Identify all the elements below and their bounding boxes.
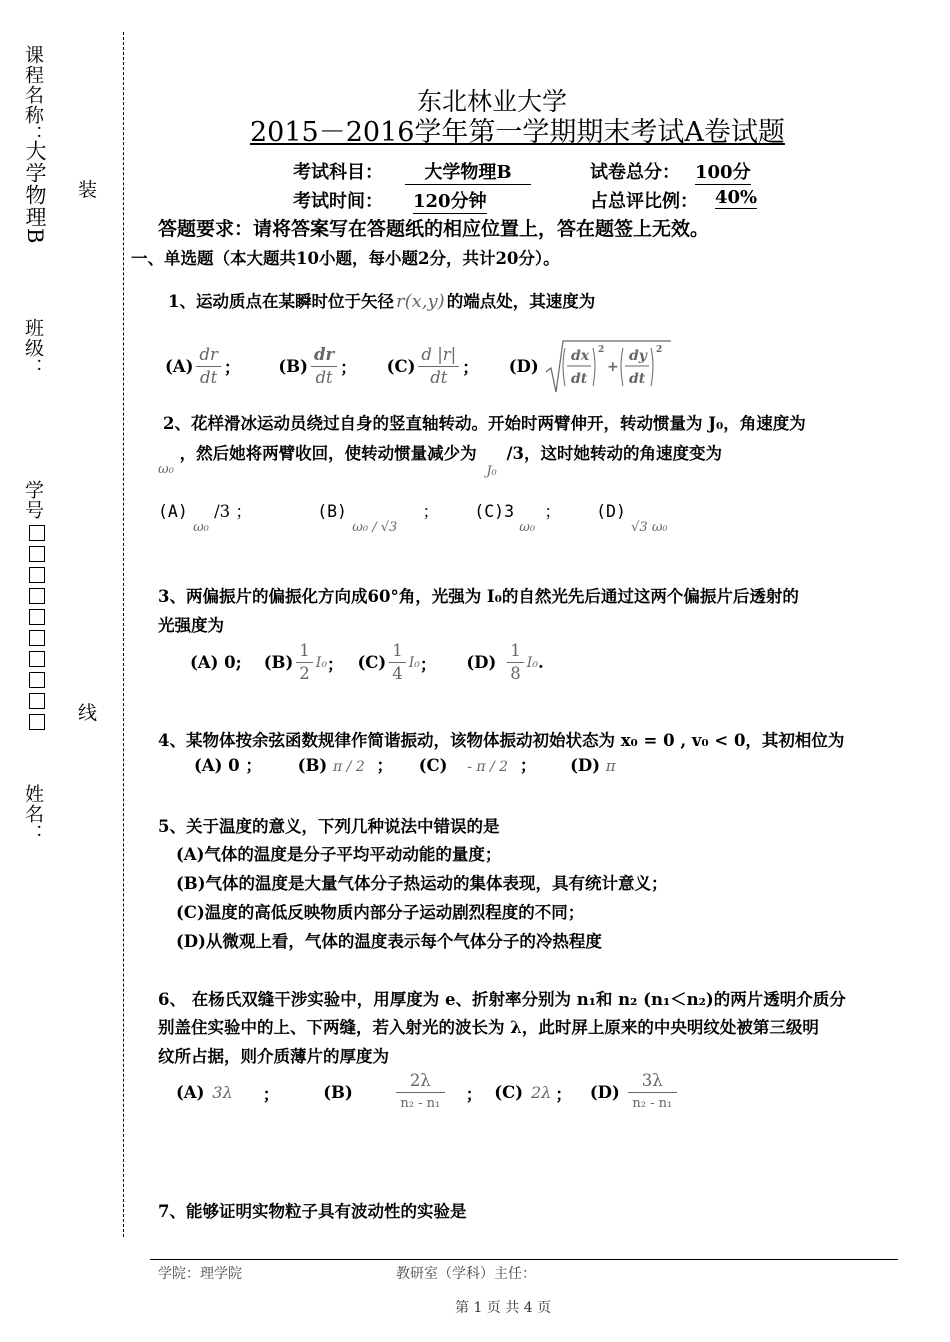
question-6-options: (A) 3λ ； (B) $\frac{2\lambda}{\text{n₂ - n₁}}$ ； (C) 2λ ； (D) $\frac{3\lambda}{\text{n₂ - n₁}}$: [176, 1070, 680, 1115]
option-a-label: (A): [165, 356, 194, 376]
option-d-label: (D): [508, 356, 539, 376]
binding-line: [123, 32, 124, 1237]
question-4-options: (A) 0 ； (B) π / 2 ； (C) - π / 2 ； (D) π: [194, 756, 616, 775]
footer-director: 教研室（学科）主任：: [396, 1266, 536, 1282]
svg-text:dx: dx: [570, 348, 589, 364]
option-b-label: (B): [278, 356, 308, 376]
time-label: 考试时间：: [293, 191, 383, 212]
question-4-stem: 4、某物体按余弦函数规律作简谐振动，该物体振动初始状态为 x₀ = 0 , v₀ < 0，其初相位为: [158, 731, 845, 750]
question-6-line-3: 纹所占据，则介质薄片的厚度为: [158, 1047, 389, 1066]
question-5-stem: 5、关于温度的意义，下列几种说法中错误的是: [158, 817, 500, 836]
name-label: 姓名：: [22, 784, 44, 844]
course-label: 课程名称：: [22, 45, 44, 145]
question-1-options: (A) $\frac{dr}{dt}$ ； (B) $\frac{dr}{dt}$ ； (C) $\frac{d |r|}{dt}$ ； (D) dx dt 2 + dy dt 2: [165, 338, 673, 394]
subject-label: 考试科目：: [293, 162, 383, 183]
footer-college: 学院：理学院: [158, 1266, 242, 1282]
question-3-options: (A) 0; (B) $\frac{1}{2}$ I₀ ； (C) $\frac{1}{4}$ I₀ ； (D) $\frac{1}{8}$ I₀ .: [190, 641, 544, 683]
binding-xian: 线: [78, 702, 98, 724]
question-5-option-c: (C)温度的高低反映物质内部分子运动剧烈程度的不同；: [176, 903, 585, 922]
binding-zhuang: 装: [78, 179, 98, 201]
exam-title: 2015－2016学年第一学期期末考试A卷试题: [250, 117, 785, 148]
time-value: 120分钟: [413, 187, 487, 214]
total-value: 100分: [695, 158, 751, 185]
vector-r: r(x,y): [395, 291, 445, 312]
question-3-line-2: 光强度为: [158, 616, 224, 635]
svg-text:dt: dt: [628, 371, 645, 387]
university-name: 东北林业大学: [417, 87, 568, 116]
question-2-line-1: 2、花样滑冰运动员绕过自身的竖直轴转动。开始时两臂伸开，转动惯量为 J₀，角速度为: [163, 414, 806, 433]
ratio-label: 占总评比例：: [590, 191, 698, 212]
svg-text:2: 2: [655, 345, 662, 355]
question-5-option-a: (A)气体的温度是分子平均平动动能的量度；: [176, 845, 502, 864]
total-label: 试卷总分：: [590, 162, 680, 183]
question-1-stem: 1、运动质点在某瞬时位于矢径 r(x,y) 的端点处，其速度为: [168, 291, 596, 312]
question-5-option-d: (D)从微观上看，气体的温度表示每个气体分子的冷热程度: [176, 932, 602, 951]
question-7-stem: 7、能够证明实物粒子具有波动性的实验是: [158, 1202, 467, 1221]
page-number: 第 1 页 共 4 页: [455, 1300, 552, 1316]
svg-text:dt: dt: [570, 371, 587, 387]
question-6-line-1: 6、 在杨氏双缝干涉实验中，用厚度为 e、折射率分别为 n₁和 n₂ (n₁＜n₂)的两片透明介质分: [158, 990, 846, 1009]
question-3-line-1: 3、两偏振片的偏振化方向成60°角，光强为 I₀的自然光先后通过这两个偏振片后透射的: [158, 587, 799, 606]
footer-divider: [150, 1259, 898, 1260]
class-label: 班级：: [22, 318, 44, 378]
section-1-title: 一、单选题（本大题共10小题，每小题2分，共计20分）。: [131, 249, 560, 268]
ratio-value: 40%: [715, 187, 758, 208]
course-value: 大学物理B: [23, 140, 47, 245]
svg-text:dy: dy: [628, 348, 647, 364]
question-5-option-b: (B)气体的温度是大量气体分子热运动的集体表现，具有统计意义；: [176, 874, 668, 893]
option-c-label: (C): [386, 356, 416, 376]
answer-requirement: 答题要求：请将答案写在答题纸的相应位置上，答在题签上无效。: [158, 218, 710, 240]
student-id-label: 学号: [22, 480, 44, 520]
svg-text:2: 2: [597, 345, 604, 355]
student-id-boxes: [29, 520, 45, 735]
question-2-options: (A) $_{\omega_0}$ /3 ； (B) $_{\omega_0 / √3}$ ； (C)3 $_{\omega_0}$ ； (D) $_{√3 \omega_0}$: [158, 502, 668, 535]
sqrt-formula-icon: [543, 338, 673, 394]
svg-text:+: +: [606, 359, 619, 375]
subject-value: 大学物理B: [405, 158, 531, 185]
question-2-line-2: $_{\omega_0}$ ，然后她将两臂收回，使转动惯量减少为 $_{J_0}$ /3，这时她转动的角速度变为: [158, 444, 723, 479]
question-6-line-2: 别盖住实验中的上、下两缝，若入射光的波长为 λ，此时屏上原来的中央明纹处被第三级明: [158, 1018, 819, 1037]
